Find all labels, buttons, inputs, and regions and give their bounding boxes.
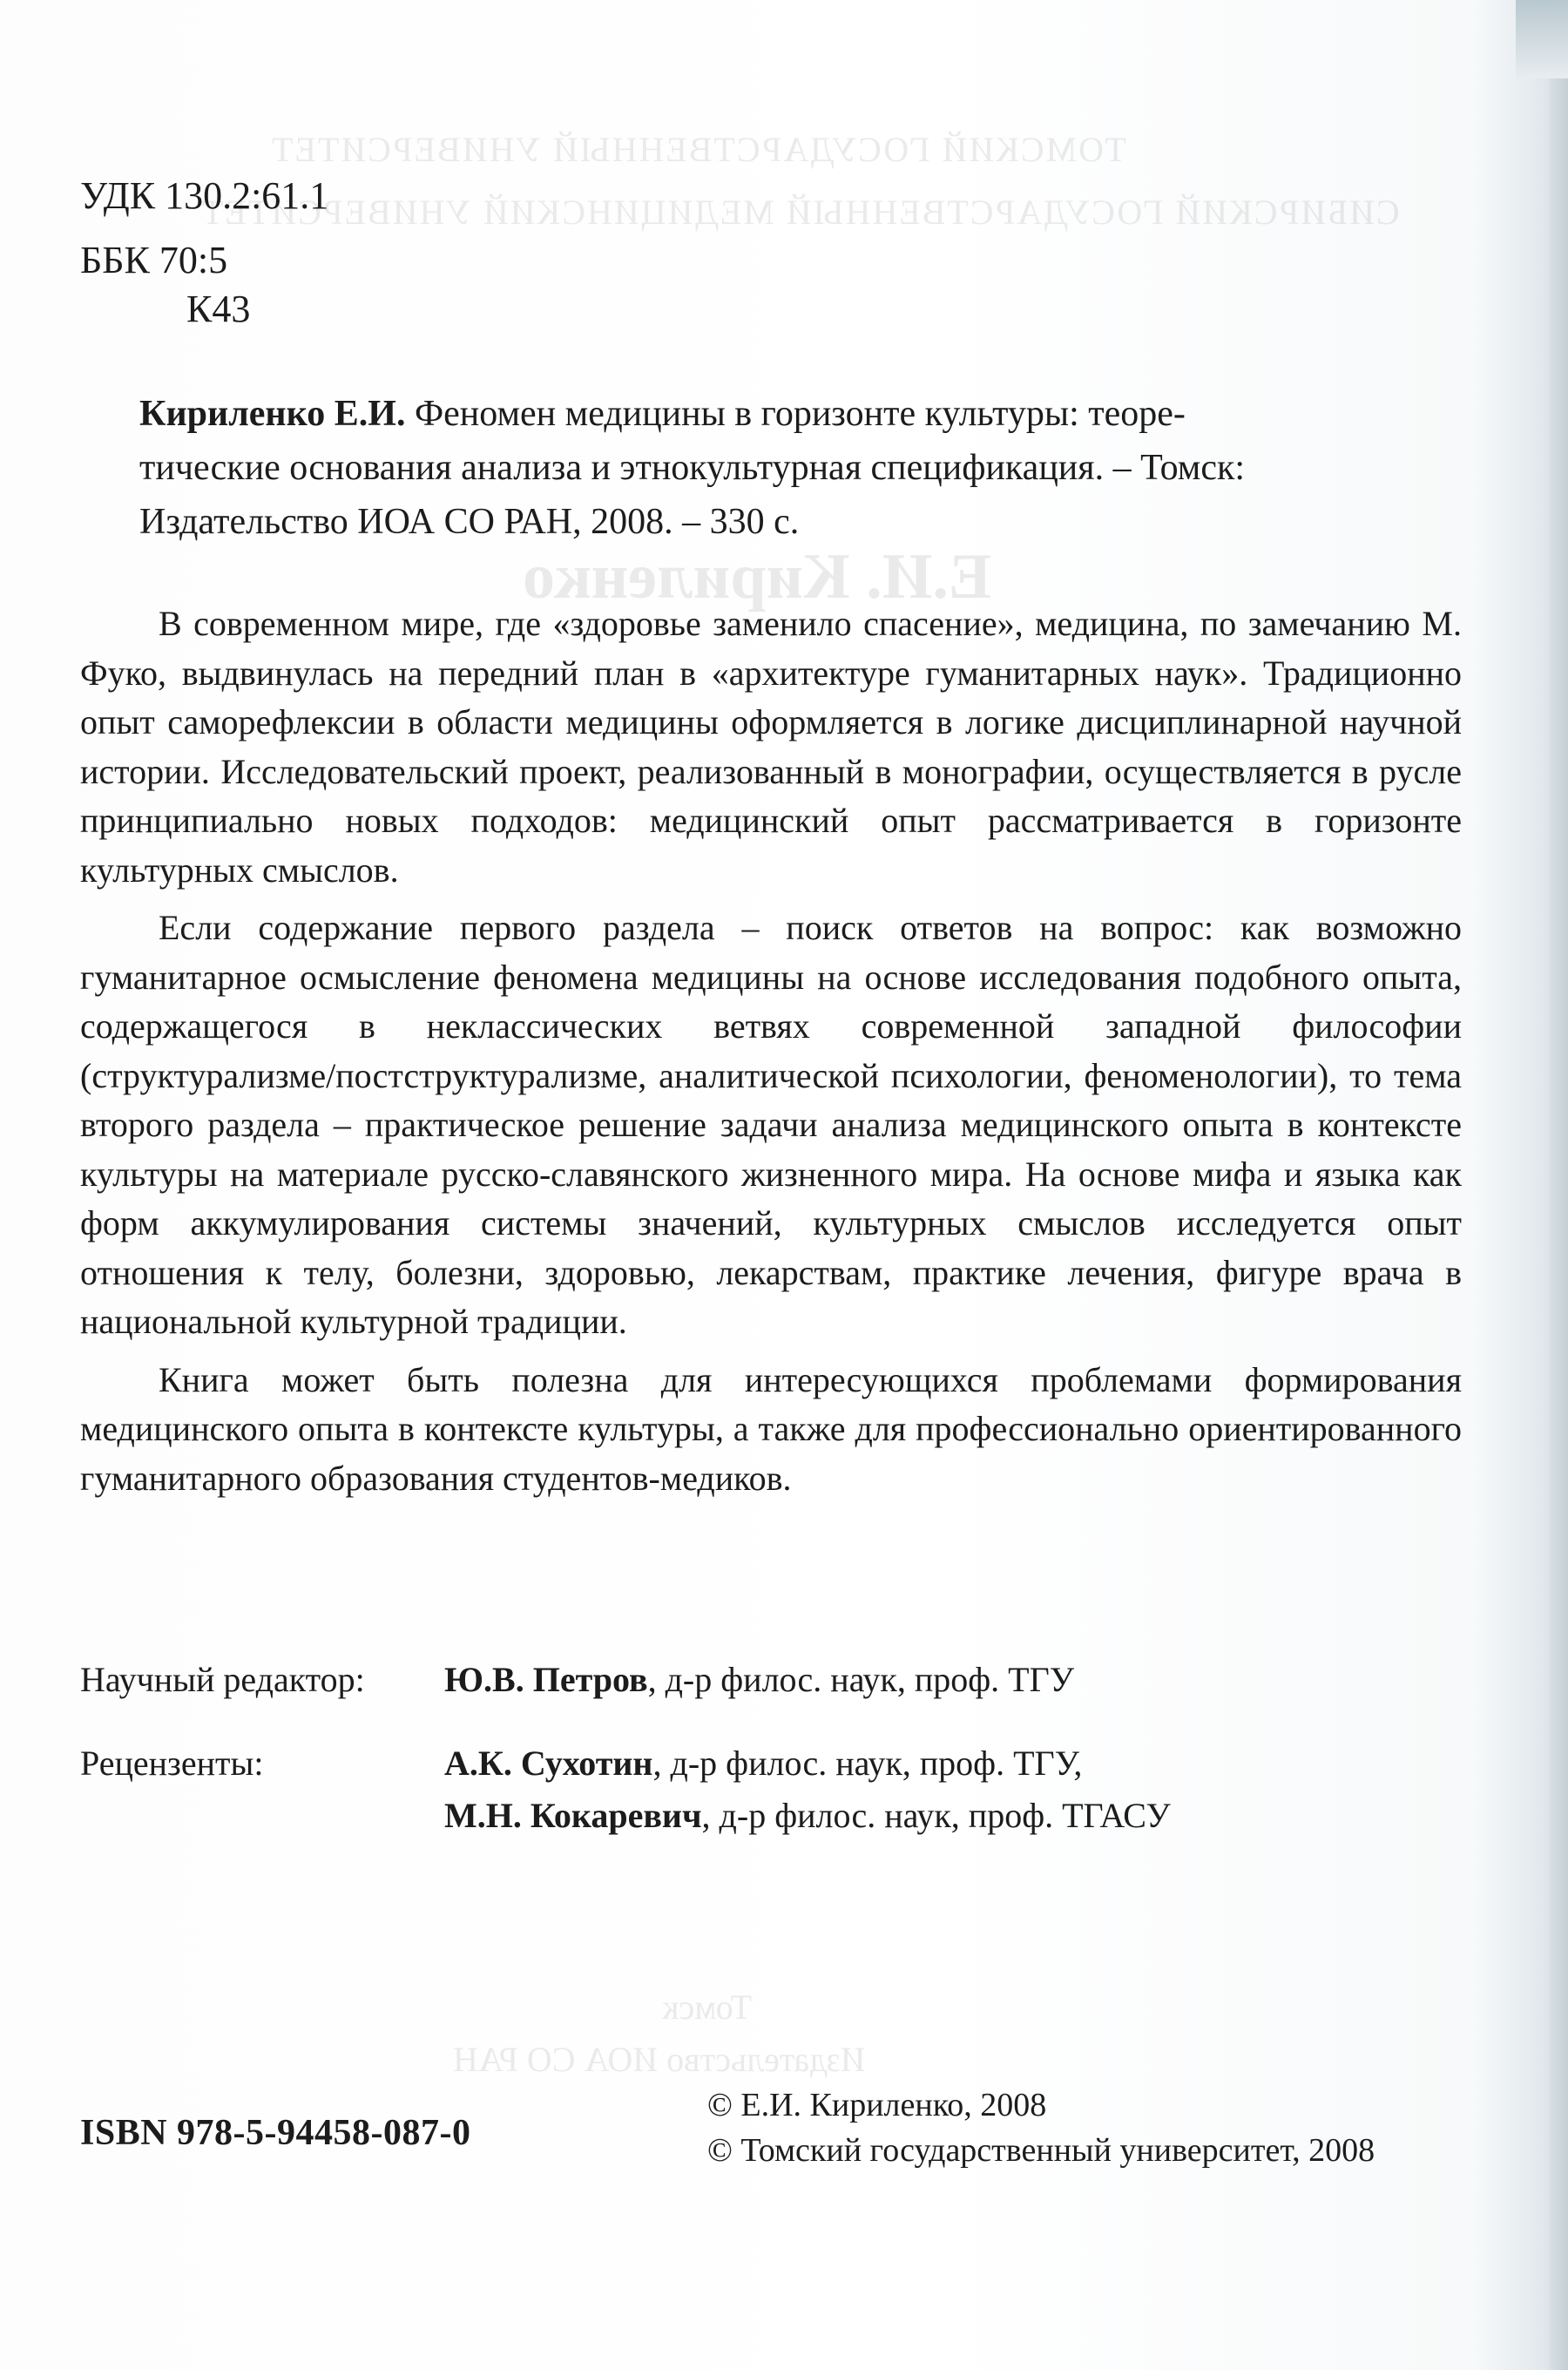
page-edge-shadow [1549, 0, 1568, 2370]
annotation-paragraph: Если содержание первого раздела – поиск ответов на вопрос: как возможно гуманитарное осмысление феномена медицины на основе исследования подобного опыта, содержащегося в неклассических ветвях современной западной философии (структурализме/постструктурализме, аналитической психологии, феноменологии), то тема второго раздела – практическое решение задачи анализа медицинского опыта в контексте культуры на материале русско-славянского жизненного мира. На основе мифа и языка как форм аккумулирования системы значений, культурных смыслов исследуется опыт отношения к телу, болезни, здоровью, лекарствам, практике лечения, фигуре врача в национальной культурной традиции. [80, 908, 1462, 1341]
editor-label: Научный редактор: [80, 1660, 365, 1699]
annotation [80, 599, 1462, 1512]
reviewer-details: , д-р филос. наук, проф. ТГАСУ [701, 1796, 1171, 1835]
bbk-code: ББК 70:5 [80, 239, 228, 281]
reviewer-details: , д-р филос. наук, проф. ТГУ, [652, 1744, 1083, 1783]
bleed-through-text: Е.И. Кириленко [523, 541, 992, 613]
copyright-university: © Томский государственный университет, 2008 [707, 2132, 1375, 2169]
editor-details: , д-р филос. наук, проф. ТГУ [647, 1660, 1075, 1699]
reviewer-name: М.Н. Кокаревич [444, 1796, 702, 1835]
reviewer-credit [444, 1791, 1171, 1840]
bleed-through-text: Издательство ИОА СО РАН [453, 2040, 866, 2079]
copyright-author: © Е.И. Кириленко, 2008 [707, 2087, 1047, 2123]
reviewers-label: Рецензенты: [80, 1744, 264, 1783]
biblio-line-1 [139, 387, 1462, 441]
annotation-paragraph: В современном мире, где «здоровье заменило спасение», медицина, по замечанию М. Фуко, выдвинулась на передний план в «архитектуре гуманитарных наук». Традиционно опыт саморефлексии в области медицины оформляется в логике дисциплинарной научной истории. Исследовательский проект, реализованный в монографии, осуществляется в русле принципиально новых подходов: медицинский опыт рассматривается в горизонте культурных смыслов. [80, 604, 1462, 890]
editor-name: Ю.В. Петров [444, 1660, 648, 1699]
biblio-author: Кириленко Е.И. [139, 394, 406, 434]
biblio-title-start: Феномен медицины в горизонте культуры: теоре- [414, 394, 1186, 434]
editor-credit [444, 1656, 1074, 1704]
bleed-through-text: СИБИРСКИЙ ГОСУДАРСТВЕННЫЙ МЕДИЦИНСКИЙ УНИВЕРСИТЕТ [200, 193, 1400, 232]
annotation-paragraph: Книга может быть полезна для интересующихся проблемами формирования медицинского опыта в контексте культуры, а также для профессионально ориентированного гуманитарного образования студентов-медиков. [80, 1359, 1462, 1498]
bleed-through-text: ТОМСКИЙ ГОСУДАРСТВЕННЫЙ УНИВЕРСИТЕТ [270, 130, 1126, 169]
biblio-line-2: тические основания анализа и этнокультурная спецификация. – Томск: [139, 448, 1246, 488]
reviewer-credit [444, 1739, 1082, 1788]
page-corner-shadow [1516, 0, 1568, 78]
bleed-through-text: Томск [662, 1987, 753, 2027]
udc-code: УДК 130.2:61.1 [80, 174, 329, 217]
isbn: ISBN 978-5-94458-087-0 [80, 2113, 471, 2153]
bibliographic-record [139, 387, 1462, 549]
reviewer-name: А.К. Сухотин [444, 1744, 653, 1783]
biblio-line-3: Издательство ИОА СО РАН, 2008. – 330 с. [139, 502, 800, 542]
author-mark: К43 [186, 288, 251, 330]
